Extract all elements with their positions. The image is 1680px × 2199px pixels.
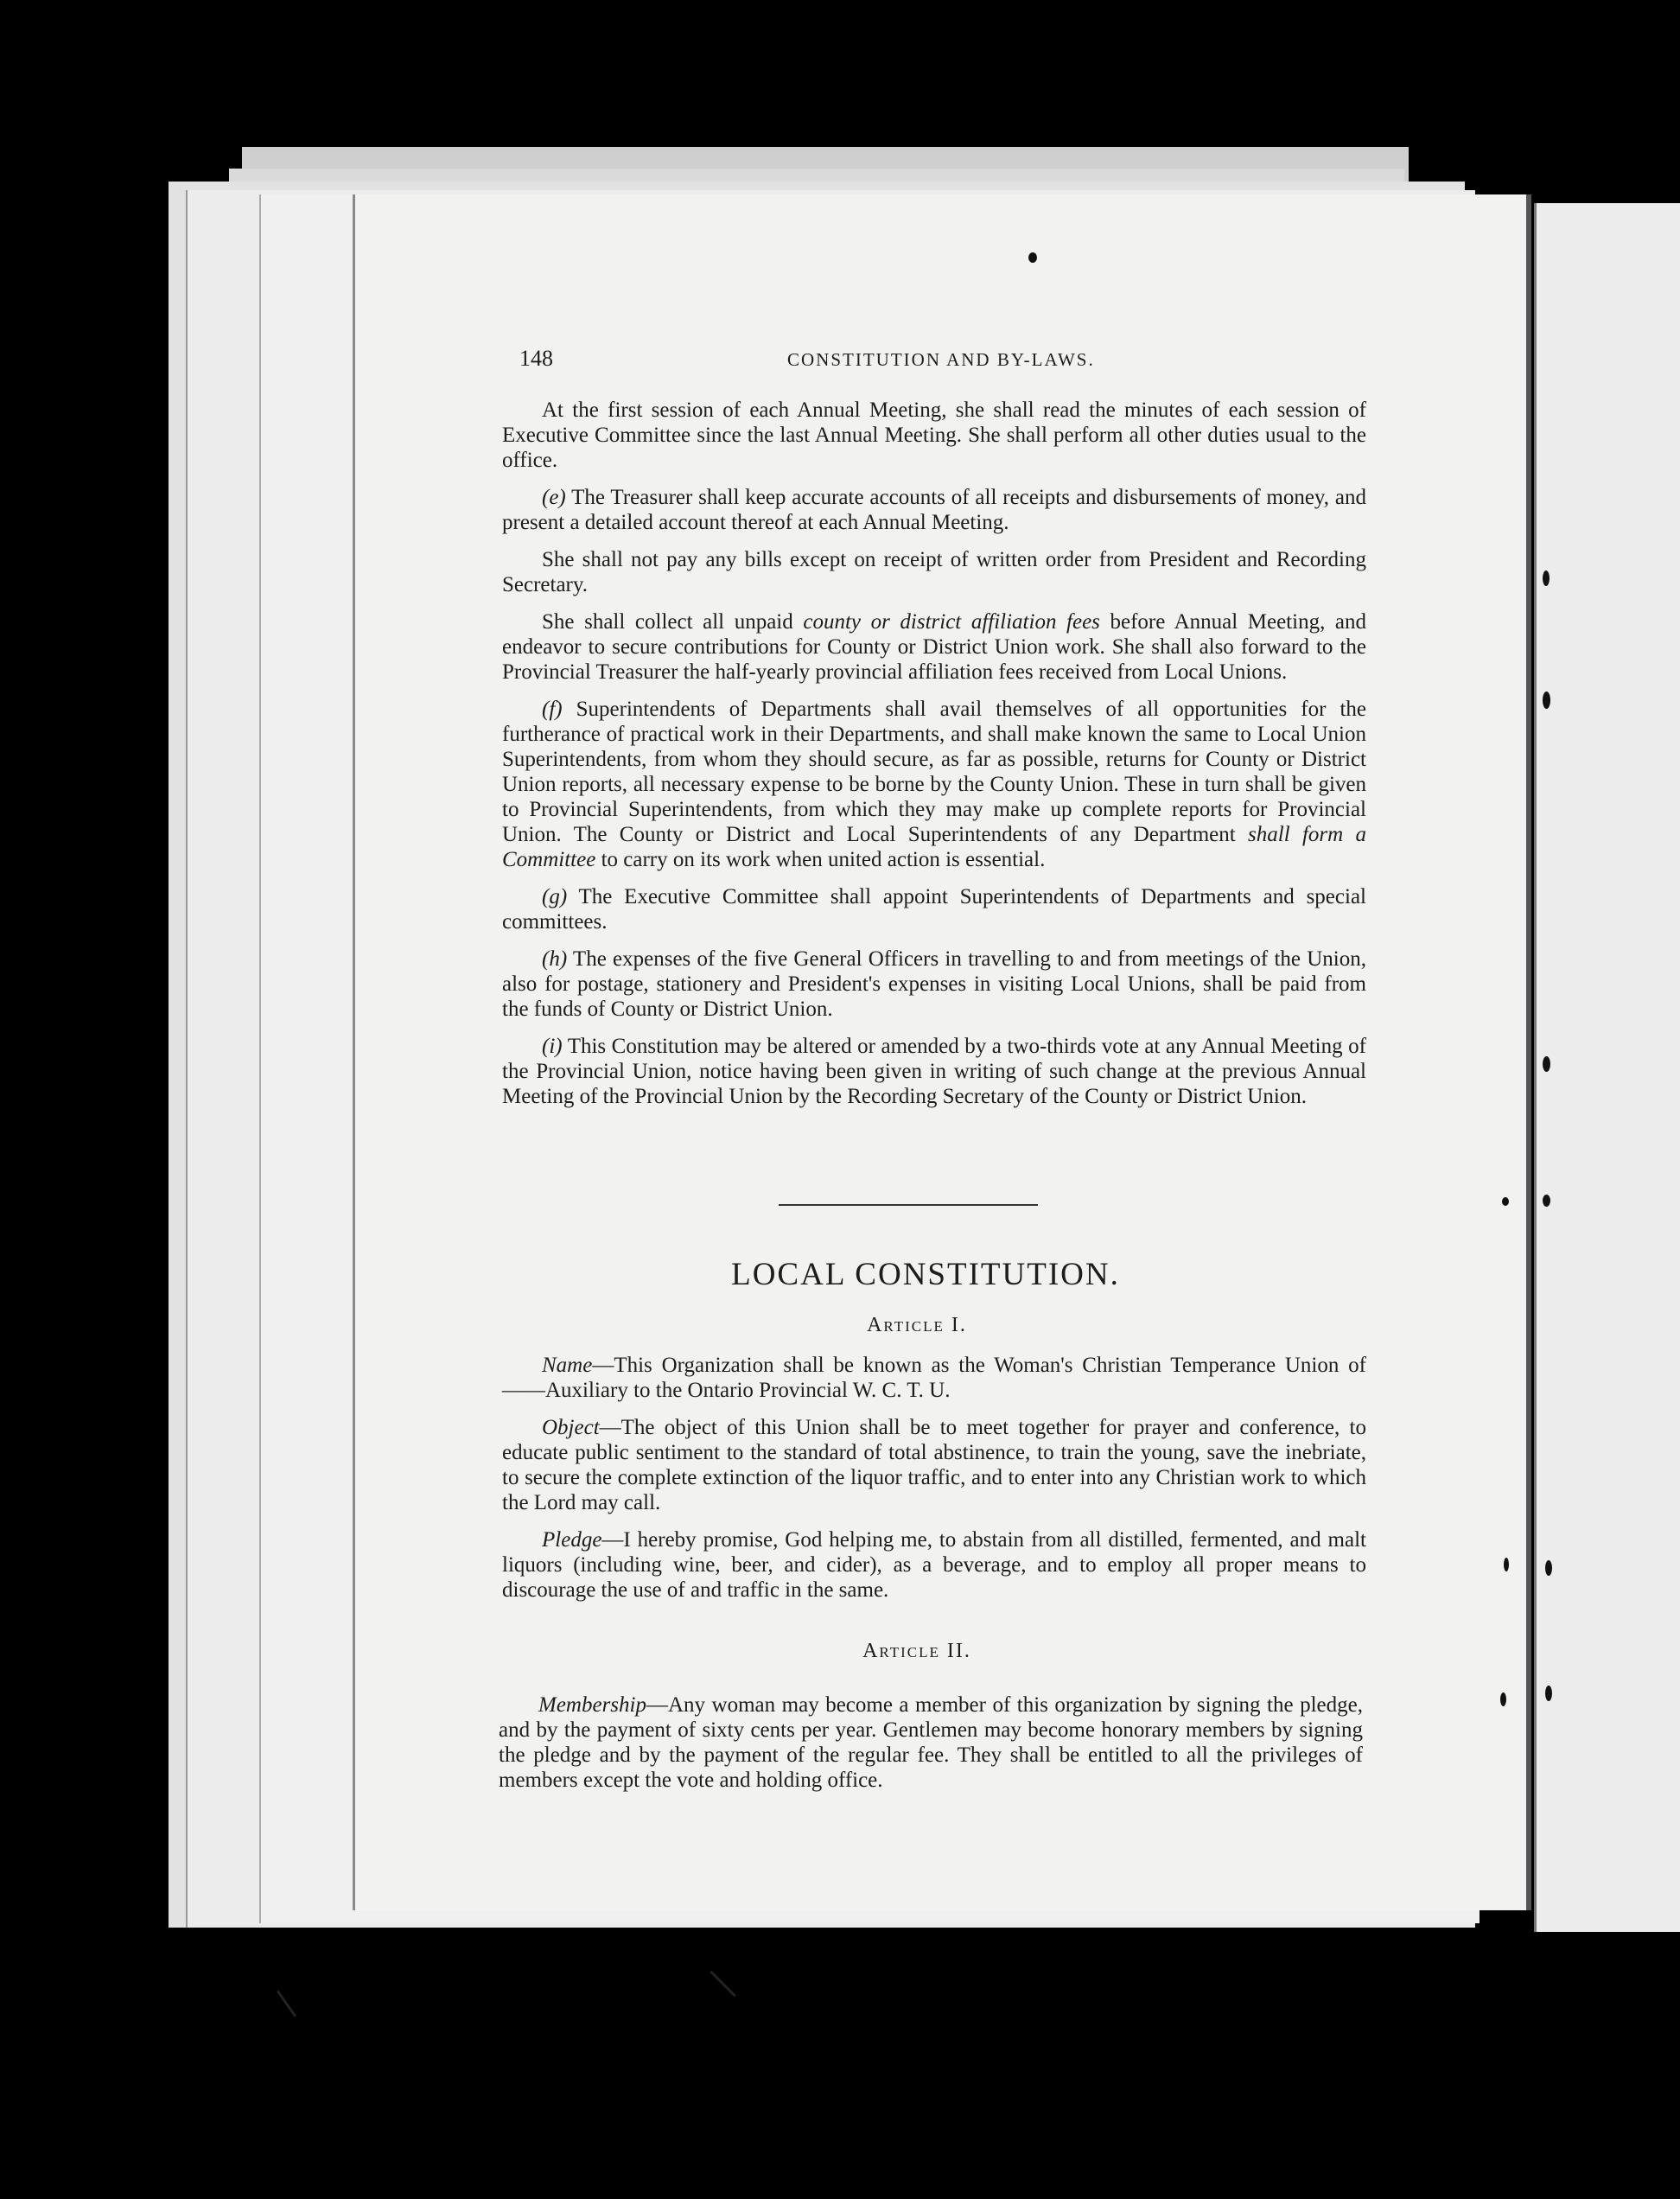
paragraph: She shall not pay any bills except on receipt of written order from President and Recording Secretary. [502, 548, 1366, 596]
scan-speck [1502, 1197, 1509, 1206]
scan-speck [1545, 1686, 1552, 1701]
article-1-body [502, 1353, 1366, 1615]
article-heading: Article I. [867, 1314, 967, 1336]
term-label: Object [542, 1416, 600, 1439]
article-heading: Article II. [862, 1640, 971, 1662]
paragraph: Object—The object of this Union shall be to meet together for prayer and conference, to educate public sentiment to the standard of total abstinence, to train the young, save the inebriate, to secure the complete extinction of the liquor traffic, and to enter into any Christian work to which the Lord may call. [502, 1416, 1366, 1514]
scan-speck [1543, 570, 1550, 586]
clause-label: (g) [542, 885, 568, 908]
emphasis: county or district affiliation fees [803, 610, 1100, 634]
clause-label: (i) [542, 1035, 563, 1058]
term-label: Name [542, 1354, 593, 1377]
scan-speck [1543, 1056, 1550, 1072]
article-2-body [499, 1692, 1363, 1805]
paragraph: (e) The Treasurer shall keep accurate accounts of all receipts and disbursements of money, and present a detailed account thereof at each Annual Meeting. [502, 486, 1366, 534]
term-label: Membership [538, 1693, 646, 1717]
emphasis: shall form a Committee [502, 823, 1366, 871]
paragraph: Membership—Any woman may become a member of this organization by signing the pledge, and by the payment of sixty cents per year. Gentlemen may become honorary members by signing the pledge and by the payment of the regular fee. They shall be entitled to all the privileges of members except the vote and holding office. [499, 1693, 1363, 1792]
paragraph: She shall collect all unpaid county or district affiliation fees before Annual Meeting, and endeavor to secure contributions for County or District Union work. She shall also forward to the Provincial Treasurer the half-yearly provincial affiliation fees received from Local Unions. [502, 610, 1367, 684]
running-head: CONSTITUTION AND BY-LAWS. [787, 349, 1095, 370]
scan-speck [1028, 252, 1037, 263]
page-header [519, 346, 1107, 380]
term-label: Pledge [542, 1528, 602, 1552]
bylaws-section [502, 398, 1366, 1121]
paragraph: (h) The expenses of the five General Officers in travelling to and from meetings of the Union, also for postage, stationery and President's expenses in visiting Local Unions, shall be paid from the funds of County or District Union. [502, 947, 1366, 1021]
paragraph: Name—This Organization shall be known as the Woman's Christian Temperance Union of ——Auxiliary to the Ontario Provincial W. C. T. U. [502, 1354, 1366, 1402]
scan-speck [1504, 1558, 1509, 1571]
scan-speck [1543, 1195, 1550, 1207]
section-divider [779, 1204, 1038, 1206]
page-number: 148 [519, 346, 553, 371]
paragraph: (g) The Executive Committee shall appoint Superintendents of Departments and special committees. [502, 885, 1366, 934]
scan-speck [1543, 692, 1550, 709]
clause-label: (h) [542, 947, 568, 971]
paragraph: Pledge—I hereby promise, God helping me, to abstain from all distilled, fermented, and malt liquors (including wine, beer, and cider), as a beverage, and to employ all proper means to discourage the use of and traffic in the same. [502, 1528, 1366, 1602]
scan-mark [710, 1971, 735, 1997]
scan-speck [1545, 1560, 1552, 1576]
facing-page [1534, 203, 1680, 1932]
section-title: LOCAL CONSTITUTION. [731, 1257, 1120, 1292]
document-page [353, 194, 1531, 1910]
paragraph: At the first session of each Annual Meeting, she shall read the minutes of each session of Executive Committee since the last Annual Meeting. She shall perform all other duties usual to the office. [502, 398, 1366, 472]
clause-label: (e) [542, 486, 566, 509]
scan-speck [1500, 1692, 1506, 1706]
paragraph: (i) This Constitution may be altered or amended by a two-thirds vote at any Annual Meeting of the Provincial Union, notice having been given in writing of such change at the previous Annual Meeting of the Provincial Union by the Recording Secretary of the County or District Union. [502, 1035, 1366, 1108]
clause-label: (f) [542, 698, 563, 721]
paragraph: (f) Superintendents of Departments shall avail themselves of all opportunities for the furtherance of practical work in their Departments, and shall make known the same to Local Union Superintendents, from whom they should secure, as far as possible, returns for County or District Union reports, all necessary expense to be borne by the County Union. These in turn shall be given to Provincial Superintendents, from which they may make up complete reports for Provincial Union. The County or District and Local Superintendents of any Department shall form a Committee to carry on its work when united action is essential. [502, 698, 1366, 871]
scan-mark [277, 1990, 296, 2017]
